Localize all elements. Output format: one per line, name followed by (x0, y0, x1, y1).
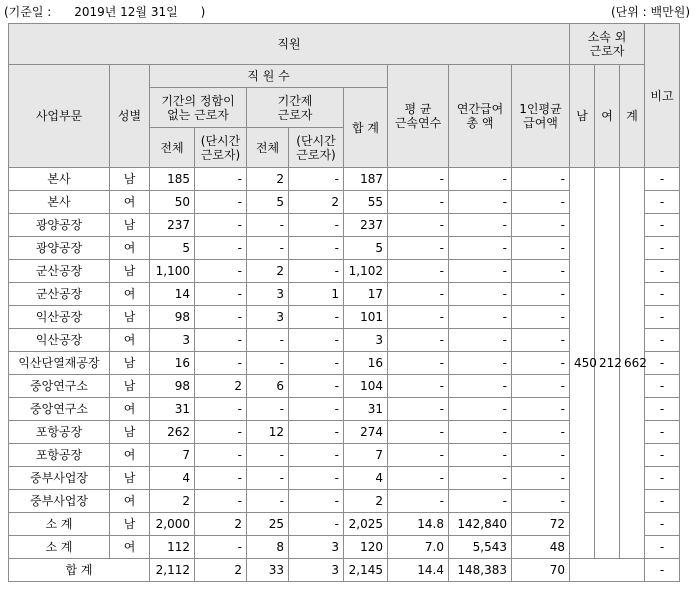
cell-note: - (645, 467, 680, 490)
cell-perm-all: 4 (150, 467, 195, 490)
cell-division: 군산공장 (9, 260, 110, 283)
cell-annual-pay: - (449, 490, 512, 513)
cell-avg-tenure: - (388, 467, 449, 490)
cell-note: - (645, 329, 680, 352)
header-contract: 기간제 근로자 (247, 88, 344, 128)
cell-division: 광양공장 (9, 214, 110, 237)
total-row (9, 559, 680, 582)
cell-gender: 남 (110, 375, 150, 398)
cell-division: 중부사업장 (9, 490, 110, 513)
cell-annual-pay: - (449, 375, 512, 398)
cell-annual-pay: - (449, 306, 512, 329)
cell-gender: 여 (110, 398, 150, 421)
cell-total: 2 (344, 490, 388, 513)
cell-contract-all: 2 (247, 260, 289, 283)
cell-total: 7 (344, 444, 388, 467)
cell-division: 중부사업장 (9, 467, 110, 490)
cell-annual-pay: - (449, 191, 512, 214)
cell-gender: 여 (110, 283, 150, 306)
cell-perm-all: 3 (150, 329, 195, 352)
cell-avg-pay: - (512, 283, 570, 306)
outside-male-total: 450 (570, 168, 595, 559)
cell-perm-short: - (195, 398, 247, 421)
cell-annual-pay: 5,543 (449, 536, 512, 559)
cell-division: 광양공장 (9, 237, 110, 260)
header-employees: 직원 (9, 24, 570, 65)
cell-contract-all: 8 (247, 536, 289, 559)
total-cell: 33 (247, 559, 289, 582)
outside-female-total: 212 (595, 168, 620, 559)
cell-avg-tenure: - (388, 329, 449, 352)
cell-annual-pay: - (449, 421, 512, 444)
cell-contract-all: 5 (247, 191, 289, 214)
cell-avg-pay: 72 (512, 513, 570, 536)
cell-gender: 남 (110, 352, 150, 375)
cell-note: - (645, 398, 680, 421)
header-contract-short: (단시간 근로자) (289, 128, 344, 168)
cell-division: 포항공장 (9, 444, 110, 467)
header-avg-tenure: 평 균 근속연수 (388, 65, 449, 168)
cell-contract-all: 3 (247, 283, 289, 306)
cell-gender: 남 (110, 467, 150, 490)
cell-total: 104 (344, 375, 388, 398)
total-cell: 70 (512, 559, 570, 582)
cell-avg-pay: - (512, 214, 570, 237)
cell-contract-short: - (289, 352, 344, 375)
cell-contract-all: 2 (247, 168, 289, 191)
cell-perm-short: - (195, 214, 247, 237)
cell-gender: 여 (110, 490, 150, 513)
cell-gender: 남 (110, 260, 150, 283)
header-row (0, 0, 696, 22)
cell-avg-pay: - (512, 398, 570, 421)
cell-note: - (645, 490, 680, 513)
cell-note: - (645, 283, 680, 306)
cell-avg-tenure: - (388, 398, 449, 421)
cell-annual-pay: - (449, 329, 512, 352)
header-division: 사업부문 (9, 65, 110, 168)
cell-division: 익산공장 (9, 329, 110, 352)
cell-perm-short: 2 (195, 375, 247, 398)
cell-contract-all: 3 (247, 306, 289, 329)
cell-annual-pay: 142,840 (449, 513, 512, 536)
cell-total: 55 (344, 191, 388, 214)
cell-avg-tenure: - (388, 306, 449, 329)
cell-avg-pay: - (512, 168, 570, 191)
header-note: 비고 (645, 24, 680, 168)
total-cell: 148,383 (449, 559, 512, 582)
cell-perm-all: 5 (150, 237, 195, 260)
cell-perm-all: 185 (150, 168, 195, 191)
cell-division: 본사 (9, 191, 110, 214)
cell-perm-all: 31 (150, 398, 195, 421)
cell-contract-all: - (247, 352, 289, 375)
cell-gender: 남 (110, 513, 150, 536)
cell-avg-tenure: - (388, 444, 449, 467)
cell-note: - (645, 168, 680, 191)
cell-avg-pay: - (512, 329, 570, 352)
cell-perm-short: - (195, 283, 247, 306)
cell-note: - (645, 444, 680, 467)
cell-perm-all: 2 (150, 490, 195, 513)
cell-contract-all: - (247, 398, 289, 421)
cell-contract-short: - (289, 398, 344, 421)
cell-avg-tenure: - (388, 168, 449, 191)
cell-gender: 남 (110, 421, 150, 444)
cell-gender: 여 (110, 329, 150, 352)
header-outside-female: 여 (595, 65, 620, 168)
cell-note: - (645, 260, 680, 283)
cell-contract-short: - (289, 467, 344, 490)
cell-contract-all: - (247, 444, 289, 467)
cell-note: - (645, 536, 680, 559)
cell-perm-short: - (195, 352, 247, 375)
header-avg-pay: 1인평균 급여액 (512, 65, 570, 168)
employee-status-table (8, 23, 680, 582)
cell-division: 군산공장 (9, 283, 110, 306)
header-permanent: 기간의 정함이 없는 근로자 (150, 88, 247, 128)
cell-total: 3 (344, 329, 388, 352)
header-headcount: 직 원 수 (150, 65, 388, 88)
cell-gender: 여 (110, 191, 150, 214)
cell-contract-short: - (289, 168, 344, 191)
cell-note: - (645, 306, 680, 329)
total-cell: 3 (289, 559, 344, 582)
cell-avg-pay: - (512, 375, 570, 398)
header-outside-male: 남 (570, 65, 595, 168)
cell-perm-short: - (195, 421, 247, 444)
cell-annual-pay: - (449, 283, 512, 306)
cell-avg-tenure: - (388, 214, 449, 237)
cell-note: - (645, 191, 680, 214)
cell-note: - (645, 421, 680, 444)
cell-perm-all: 237 (150, 214, 195, 237)
cell-avg-tenure: - (388, 260, 449, 283)
cell-perm-short: - (195, 260, 247, 283)
cell-avg-tenure: 7.0 (388, 536, 449, 559)
cell-division: 익산공장 (9, 306, 110, 329)
unit-label: (단위 : 백만원) (611, 5, 690, 19)
cell-perm-short: - (195, 237, 247, 260)
cell-total: 120 (344, 536, 388, 559)
cell-contract-short: - (289, 260, 344, 283)
cell-gender: 남 (110, 168, 150, 191)
cell-avg-tenure: - (388, 490, 449, 513)
total-label: 합 계 (9, 559, 150, 582)
cell-annual-pay: - (449, 214, 512, 237)
header-annual-pay: 연간급여 총 액 (449, 65, 512, 168)
cell-contract-short: - (289, 329, 344, 352)
cell-total: 101 (344, 306, 388, 329)
cell-contract-short: - (289, 421, 344, 444)
total-cell: 2 (195, 559, 247, 582)
total-cell: 14.4 (388, 559, 449, 582)
cell-contract-all: - (247, 467, 289, 490)
cell-perm-short: - (195, 444, 247, 467)
header-outside-sum: 계 (620, 65, 645, 168)
cell-avg-pay: - (512, 352, 570, 375)
cell-division: 소 계 (9, 513, 110, 536)
cell-avg-pay: - (512, 490, 570, 513)
cell-annual-pay: - (449, 260, 512, 283)
cell-total: 4 (344, 467, 388, 490)
cell-division: 소 계 (9, 536, 110, 559)
cell-perm-short: 2 (195, 513, 247, 536)
cell-contract-all: 12 (247, 421, 289, 444)
cell-perm-short: - (195, 191, 247, 214)
cell-contract-all: 25 (247, 513, 289, 536)
cell-contract-short: 2 (289, 191, 344, 214)
cell-avg-pay: - (512, 237, 570, 260)
total-cell: 2,145 (344, 559, 388, 582)
total-cell: 2,112 (150, 559, 195, 582)
cell-contract-short: 1 (289, 283, 344, 306)
cell-division: 본사 (9, 168, 110, 191)
cell-division: 중앙연구소 (9, 375, 110, 398)
cell-note: - (645, 237, 680, 260)
cell-annual-pay: - (449, 398, 512, 421)
cell-contract-short: - (289, 306, 344, 329)
cell-contract-short: - (289, 214, 344, 237)
cell-contract-short: - (289, 237, 344, 260)
cell-avg-pay: - (512, 444, 570, 467)
cell-division: 익산단열재공장 (9, 352, 110, 375)
cell-contract-all: - (247, 237, 289, 260)
cell-perm-all: 16 (150, 352, 195, 375)
cell-total: 2,025 (344, 513, 388, 536)
cell-contract-all: - (247, 329, 289, 352)
cell-avg-pay: - (512, 467, 570, 490)
cell-annual-pay: - (449, 168, 512, 191)
cell-perm-all: 7 (150, 444, 195, 467)
cell-perm-all: 1,100 (150, 260, 195, 283)
cell-contract-short: 3 (289, 536, 344, 559)
cell-avg-pay: - (512, 421, 570, 444)
cell-division: 중앙연구소 (9, 398, 110, 421)
cell-gender: 남 (110, 306, 150, 329)
cell-total: 16 (344, 352, 388, 375)
cell-avg-pay: - (512, 191, 570, 214)
cell-perm-short: - (195, 329, 247, 352)
header-contract-all: 전체 (247, 128, 289, 168)
cell-total: 5 (344, 237, 388, 260)
cell-avg-tenure: - (388, 283, 449, 306)
cell-avg-tenure: - (388, 191, 449, 214)
cell-perm-short: - (195, 536, 247, 559)
cell-perm-short: - (195, 168, 247, 191)
cell-contract-all: - (247, 490, 289, 513)
cell-contract-short: - (289, 513, 344, 536)
cell-gender: 여 (110, 444, 150, 467)
cell-perm-all: 98 (150, 306, 195, 329)
cell-avg-tenure: 14.8 (388, 513, 449, 536)
cell-note: - (645, 513, 680, 536)
cell-avg-tenure: - (388, 421, 449, 444)
cell-contract-all: - (247, 214, 289, 237)
header-permanent-all: 전체 (150, 128, 195, 168)
cell-note: - (645, 214, 680, 237)
cell-total: 31 (344, 398, 388, 421)
table-row (9, 168, 680, 191)
cell-annual-pay: - (449, 467, 512, 490)
cell-perm-all: 14 (150, 283, 195, 306)
header-permanent-short: (단시간 근로자) (195, 128, 247, 168)
cell-annual-pay: - (449, 352, 512, 375)
outside-sum-total: 662 (620, 168, 645, 559)
cell-annual-pay: - (449, 237, 512, 260)
total-outside-blank (570, 559, 645, 582)
cell-division: 포항공장 (9, 421, 110, 444)
cell-total: 237 (344, 214, 388, 237)
cell-perm-all: 112 (150, 536, 195, 559)
cell-perm-all: 98 (150, 375, 195, 398)
cell-avg-pay: - (512, 260, 570, 283)
cell-avg-tenure: - (388, 375, 449, 398)
basis-date: (기준일 : 2019년 12월 31일 ) (4, 5, 206, 19)
cell-perm-all: 50 (150, 191, 195, 214)
cell-note: - (645, 375, 680, 398)
cell-avg-pay: - (512, 306, 570, 329)
cell-note: - (645, 352, 680, 375)
cell-contract-short: - (289, 490, 344, 513)
total-note: - (645, 559, 680, 582)
cell-gender: 여 (110, 536, 150, 559)
header-gender: 성별 (110, 65, 150, 168)
cell-contract-all: 6 (247, 375, 289, 398)
cell-total: 1,102 (344, 260, 388, 283)
cell-perm-all: 262 (150, 421, 195, 444)
cell-total: 274 (344, 421, 388, 444)
cell-avg-tenure: - (388, 237, 449, 260)
cell-gender: 남 (110, 214, 150, 237)
cell-perm-all: 2,000 (150, 513, 195, 536)
cell-gender: 여 (110, 237, 150, 260)
cell-contract-short: - (289, 375, 344, 398)
cell-annual-pay: - (449, 444, 512, 467)
cell-perm-short: - (195, 467, 247, 490)
cell-contract-short: - (289, 444, 344, 467)
cell-perm-short: - (195, 490, 247, 513)
cell-avg-pay: 48 (512, 536, 570, 559)
cell-total: 17 (344, 283, 388, 306)
cell-avg-tenure: - (388, 352, 449, 375)
cell-perm-short: - (195, 306, 247, 329)
cell-total: 187 (344, 168, 388, 191)
header-total-count: 합 계 (344, 88, 388, 168)
header-outside-workers: 소속 외 근로자 (570, 24, 645, 65)
